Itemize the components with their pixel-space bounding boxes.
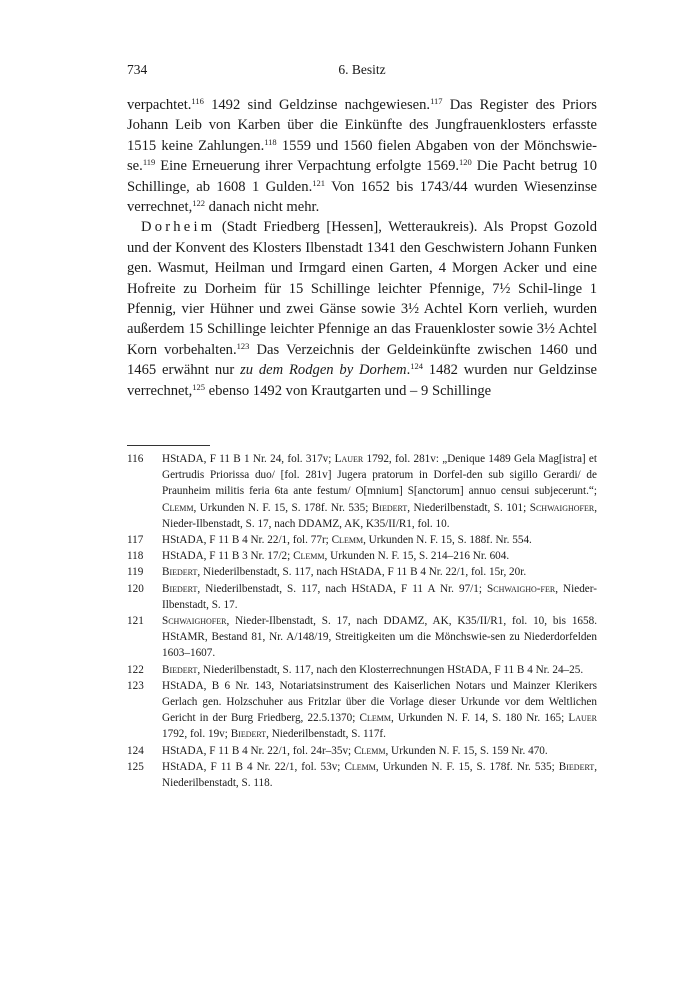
text-run: . (406, 362, 411, 379)
text-run: , Nieder-Ilbenstadt, S. 17, nach DDAMZ, AK, K35/II/R1, fol. 10, bis 1658. HStAMR, Bestand 81, Nr. A/148/19, Streitigkeiten um die Mönchswie-sen zu Niederdorfelden 1603–1607. (162, 615, 597, 660)
text-run: verpachtet. (127, 97, 192, 113)
text-run: Eine Erneuerung ihrer Verpachtung erfolgte 1569. (155, 158, 460, 175)
footnote-ref: 123 (236, 340, 250, 351)
footnote-number: 120 (127, 582, 144, 595)
text-run: 1482 wurden nur Geldzinse verrechnet, (127, 362, 597, 399)
italic-quote: zu dem Rodgen by Dorhem (240, 362, 407, 379)
text-run: 1792, fol. 19v; (162, 728, 231, 741)
author-name: Schwaighofer (162, 615, 227, 628)
text-run: HStADA, F 11 B 4 Nr. 22/1, fol. 53v; (162, 760, 345, 773)
text-run: , Urkunden N. F. 15, S. 159 Nr. 470. (385, 744, 548, 757)
main-text (127, 95, 597, 401)
text-run: , Niederilbenstadt, S. 118. (162, 760, 597, 790)
text-run: , Niederilbenstadt, S. 117, nach HStADA, F 11 B 4 Nr. 22/1, fol. 15r, 20r. (197, 566, 527, 579)
chapter-title: 6. Besitz (338, 62, 386, 77)
text-run: , Urkunden N. F. 15, S. 178f. Nr. 535; (193, 501, 372, 514)
footnote (127, 564, 597, 580)
footnote (127, 743, 597, 759)
footnote-number: 119 (127, 566, 144, 579)
text-run: , Niederilbenstadt, S. 101; (407, 501, 530, 514)
author-name: Biedert (371, 501, 408, 514)
text-run: , Nieder-Ilbenstadt, S. 17, nach DDAMZ, AK, K35/II/R1, fol. 10. (162, 501, 597, 530)
text-run: , Urkunden N. F. 15, S. 214–216 Nr. 604. (324, 550, 510, 563)
footnote-ref: 119 (142, 157, 156, 168)
footnote-ref: 118 (264, 136, 277, 147)
author-name: Clemm (353, 744, 386, 757)
footnote (127, 581, 597, 613)
author-name: Lauer (334, 453, 364, 465)
footnote-separator (127, 445, 210, 446)
page-number: 734 (127, 62, 148, 77)
footnote-number: 125 (127, 760, 144, 773)
text-run: , Niederilbenstadt, S. 117, nach den Klosterrechnungen HStADA, F 11 B 4 Nr. 24–25. (197, 663, 584, 676)
footnote (127, 759, 597, 791)
text-run: 1792, fol. 281v: „Denique 1489 Gela Mag[istra] et Gertrudis Priorissa duo/ [fol. 281v] Jugera pratorum in Dorfel-den sub sigillo Gerardi/ de Praunheim militis feria 6ta ante festum/ O[mnium] S[anctorum] annuo censui subjecerunt.“; (162, 453, 597, 498)
text-run: Die Pacht betrug 10 Schillinge, ab 1608 1 Gulden. (127, 158, 597, 195)
author-name: Biedert (162, 582, 198, 595)
text-run: , Urkunden N. F. 14, S. 180 Nr. 165; (390, 712, 569, 725)
footnote (127, 451, 597, 532)
text-run: Von 1652 bis 1743/44 wurden Wiesenzinse verrechnet, (127, 178, 597, 216)
author-name: Clemm (344, 760, 376, 773)
footnote (127, 678, 597, 743)
footnote-ref: 117 (430, 96, 443, 106)
text-run: , Nieder-Ilbenstadt, S. 17. (162, 582, 597, 611)
text-run: HStADA, F 11 B 4 Nr. 22/1, fol. 77r; (162, 534, 332, 547)
footnote (127, 662, 597, 678)
paragraph-1 (127, 95, 597, 217)
footnote-ref: 125 (192, 381, 205, 392)
place-heading: Dorheim (141, 219, 216, 236)
text-run: 1559 und 1560 fielen Abgaben von der Mönchswie-se. (127, 137, 598, 175)
footnote (127, 613, 597, 662)
footnote-number: 123 (127, 679, 144, 692)
text-run: HStADA, F 11 B 4 Nr. 22/1, fol. 24r–35v; (162, 744, 354, 757)
footnote-number: 118 (127, 550, 144, 563)
text-run: , Niederilbenstadt, S. 117, nach HStADA, F 11 A Nr. 97/1; (197, 582, 488, 595)
footnote-ref: 122 (192, 198, 205, 209)
footnote-number: 116 (127, 453, 144, 465)
author-name: Biedert (162, 566, 198, 579)
paragraph-2 (127, 217, 597, 401)
text-run: , Niederilbenstadt, S. 117f. (266, 728, 386, 741)
text-run: HStADA, B 6 Nr. 143, Notariatsinstrument des Kaiserlichen Notars und Mainzer Klerikers Gerlach gen. Holzschuher aus Fritzlar über die Vorlage dieser Urkunde vor dem Weltlichen Gericht in der Burg Friedberg, 22.5.1370; (162, 679, 597, 725)
footnote-number: 117 (127, 534, 144, 547)
footnote-ref: 121 (312, 177, 325, 188)
text-run: Das Register des Priors Johann Leib von Karben über die Einkünfte des Jungfrauenklosters erfasste 1515 keine Zahlungen. (127, 97, 597, 154)
footnote (127, 532, 597, 548)
footnote-number: 121 (127, 615, 144, 628)
running-header (127, 62, 597, 82)
author-name: Biedert (558, 760, 595, 773)
author-name: Clemm (162, 501, 194, 514)
author-name: Clemm (359, 712, 391, 725)
author-name: Schwaigho-fer (487, 582, 556, 595)
footnotes (127, 451, 597, 791)
footnote-ref: 120 (459, 157, 472, 168)
text-run: , Urkunden N. F. 15, S. 188f. Nr. 554. (363, 534, 532, 547)
text-run: , Urkunden N. F. 15, S. 178f. Nr. 535; (375, 760, 559, 773)
text-run: ebenso 1492 von Krautgarten und – 9 Schillinge (204, 382, 492, 399)
author-name: Biedert (230, 728, 267, 741)
author-name: Biedert (162, 663, 198, 676)
footnote-number: 122 (127, 663, 144, 676)
text-run: HStADA, F 11 B 1 Nr. 24, fol. 317v; (162, 453, 335, 465)
text-run: Das Verzeichnis der Geldeinkünfte zwischen 1460 und 1465 erwähnt nur (127, 341, 597, 379)
author-name: Clemm (293, 550, 325, 563)
author-name: Clemm (331, 534, 364, 547)
text-run: HStADA, F 11 B 3 Nr. 17/2; (162, 550, 294, 563)
author-name: Schwaighofer (529, 501, 595, 514)
text-run: danach nicht mehr. (204, 199, 320, 216)
author-name: Lauer (568, 712, 597, 725)
footnote-ref: 124 (410, 361, 423, 372)
footnote-number: 124 (127, 744, 144, 757)
footnote-ref: 116 (191, 96, 204, 106)
text-run: (Stadt Friedberg [Hessen], Wetteraukreis). Als Propst Gozold und der Konvent des Klosters Ilbenstadt 1341 den Geschwistern Johann Funken gen. Wasmut, Heilman und Irmgard einen Garten, 4 Morgen Acker und eine Hofreite zu Dorheim für 15 Schillinge leichter Pfennige, 7½ Schil-linge 1 Pfennig, vier Hühner und zwei Gänse sowie 3½ Achtel Korn verlieh, wurden außerdem 15 Schillinge leichter Pfennige an das Frauenkloster sowie 3½ Achtel Korn vorbehalten. (127, 219, 597, 358)
footnote (127, 548, 597, 564)
text-run: 1492 sind Geldzinse nachgewiesen. (203, 97, 431, 113)
